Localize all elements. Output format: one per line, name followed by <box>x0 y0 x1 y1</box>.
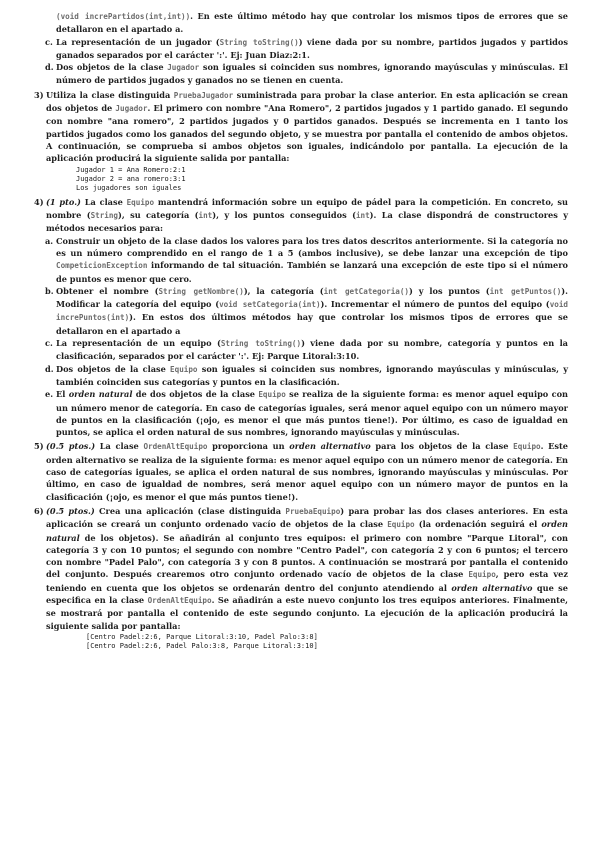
italic-term: orden natural <box>68 389 133 400</box>
code-span: Equipo <box>468 570 496 580</box>
italic-term: orden alternativo <box>451 582 533 593</box>
intro-paragraph <box>34 10 568 36</box>
item-marker: d. <box>45 62 54 73</box>
text: Utiliza la clase distinguida <box>46 89 174 100</box>
italic-term: orden natural <box>46 519 569 543</box>
text: Dos objetos de la clase <box>56 363 171 374</box>
text: ). Modificar la categoría del equipo ( <box>56 285 569 310</box>
code-span: PruebaEquipo <box>285 506 341 516</box>
text: Construir un objeto de la clase dados los valores para los tres datos descritos anteriormente. Si la categoría no es un número comprendido en el rango de 1 a 5 (ambos inclusive), se debe lanzar una excepción de tipo <box>56 235 568 258</box>
item-c-jugador <box>34 36 568 62</box>
item-d-jugador <box>34 61 568 87</box>
code-span: Jugador <box>115 104 148 114</box>
output-line: Los jugadores son iguales <box>76 184 182 193</box>
output-line: Jugador 1 = Ana Romero:2:1 <box>76 165 186 174</box>
text: . Se añadirán a este nuevo conjunto los tres equipos anteriores. Finalmente, se mostrará por pantalla el contenido de este segundo conjunto. La ejecución de la aplicación producirá la siguiente salida por pantalla: <box>46 594 569 631</box>
code-span: Equipo <box>170 364 198 374</box>
text: , pero esta vez teniendo en cuenta que los objetos se ordenarán dentro del conjunto atendiendo al <box>46 569 568 593</box>
text: son iguales si coinciden sus nombres, ignorando mayúsculas y minúsculas. El número de partidos jugados y ganados no se tienen en cuenta. <box>56 62 568 86</box>
code-span: void increPuntos(int) <box>56 300 568 323</box>
text: ) viene dada por su nombre, categoría y puntos en la clasificación, separados por el carácter ':'. Ej: Parque Litoral:3:10. <box>56 338 568 362</box>
console-output-3 <box>34 166 568 194</box>
item-4b <box>34 285 568 337</box>
text: ) viene dada por su nombre, partidos jugados y partidos ganados separados por el carácter ':'. Ej: Juan Diaz:2:1. <box>56 36 568 60</box>
text: (la ordenación seguirá el <box>414 519 542 530</box>
item-4e <box>34 388 568 438</box>
code-span: int getPuntos() <box>489 286 562 296</box>
code-span: Jugador <box>167 63 200 73</box>
code-span: OrdenAltEquipo <box>143 442 208 452</box>
text: suministrada para probar la clase anterior. En esta aplicación se crean dos objetos de <box>46 89 569 114</box>
text: que se especifica en la clase <box>46 582 568 605</box>
item-marker: b. <box>45 285 54 296</box>
code-span: String toString() <box>219 37 299 47</box>
text: se realiza de la siguiente forma: es menor aquel equipo con un número menor de categoría. En caso de categorías iguales, será menor aquel equipo con un número mayor de puntos en la clasificación (¡ojo, es menor el que más puntos tiene!). Por último, es caso de igualdad en puntos, se aplica el orden natural de sus nombres, ignorando mayúsculas y minúsculas. <box>56 389 569 438</box>
output-line: [Centro Padel:2:6, Padel Palo:3:8, Parque Litoral:3:10] <box>86 642 318 651</box>
text: La clase <box>95 441 144 452</box>
text: para los objetos de la clase <box>370 441 514 452</box>
points-label: (1 pto.) <box>46 196 81 207</box>
text: ) y los puntos ( <box>408 285 490 296</box>
code-span: Equipo <box>126 197 155 207</box>
intro-text: . En este último método hay que controlar los mismos tipos de errores que se detallaron en el apartado a. <box>56 11 569 35</box>
text: son iguales si coinciden sus nombres, ignorando mayúsculas y minúsculas, y también coinciden sus categorías y puntos en la clasificación. <box>56 363 568 387</box>
text: Dos objetos de la clase <box>56 62 168 73</box>
code-span: String toString() <box>220 339 302 349</box>
text: Obtener el nombre ( <box>56 285 159 296</box>
text: . El primero con nombre "Ana Romero", 2 partidos jugados y 1 partido ganado. El segundo con nombre "ana romero", 2 partidos jugados y 0 partidos ganados. Después se incrementa en 1 tanto los partidos jugados como los ganados del segundo objeto, y se muestra por pantalla el contenido de ambos objetos. A continuación, se comprueba si ambos objetos son iguales, indicándolo por pantalla. La ejecución de la aplicación producirá la siguiente salida por pantalla: <box>46 103 568 164</box>
text: ), su categoría ( <box>118 210 199 221</box>
section-4 <box>34 196 568 235</box>
code-span: OrdenAltEquipo <box>147 595 212 605</box>
code-span: int <box>355 211 370 221</box>
code-span: void setCategoria(int) <box>219 300 321 310</box>
text: ). Incrementar el número de puntos del equipo ( <box>320 299 550 310</box>
code-span: int <box>198 211 213 221</box>
text: ). La clase dispondrá de constructores y métodos necesarios para: <box>46 210 568 234</box>
text: mantendrá información sobre un equipo de pádel para la competición. En concreto, su nombre ( <box>46 196 568 221</box>
item-4a <box>34 235 568 285</box>
text: La representación de un jugador ( <box>56 36 220 47</box>
text: Crea una aplicación (clase distinguida <box>94 505 286 516</box>
code-span: Equipo <box>258 390 286 400</box>
item-4c <box>34 337 568 363</box>
text: La clase <box>80 196 127 207</box>
section-6 <box>34 505 568 632</box>
section-number: 4) <box>34 196 44 207</box>
text: de los objetos). Se añadirán al conjunto tres equipos: el primero con nombre "Parque Litoral", con categoría 3 y con 10 puntos; el segundo con nombre "Centro Padel", con categoría 2 y con 6 puntos; el tercero con nombre "Padel Palo", con categoría 3 y con 8 puntos. A continuación se mostrará por pantalla el contenido del conjunto. Después crearemos otro conjunto ordenado vacío de objetos de la clase <box>46 532 568 580</box>
text: El <box>56 389 69 400</box>
text: proporciona un <box>207 441 290 452</box>
text: ) para probar las dos clases anteriores. En esta aplicación se creará un conjunto ordenado vacío de objetos de la clase <box>46 505 568 530</box>
item-marker: d. <box>45 363 54 374</box>
item-marker: c. <box>45 338 53 349</box>
console-output-6 <box>34 633 568 652</box>
text: ), y los puntos conseguidos ( <box>212 210 356 221</box>
item-marker: c. <box>45 36 53 47</box>
code-span: PruebaJugador <box>173 90 234 100</box>
text: ), la categoría ( <box>243 285 324 296</box>
text: informando de tal situación. También se lanzará una excepción de este tipo si el número de puntos es menor que cero. <box>56 260 568 284</box>
text: de dos objetos de la clase <box>132 389 259 400</box>
item-4d <box>34 363 568 389</box>
section-3 <box>34 89 568 165</box>
code-span: Equipo <box>387 520 415 530</box>
item-marker: a. <box>45 235 54 246</box>
text: . Este orden alternativo se realiza de la siguiente forma: es menor aquel equipo con un número menor de categoría. En caso de categorías iguales, se aplica el orden natural de sus nombres, ignorando mayúsculas y minúsculas. Por último, en caso de igualdad de nombres, será menor aquel equipo con un número mayor de puntos en la clasificación (¡ojo, es menor el que más puntos tiene!). <box>46 441 568 502</box>
item-marker: e. <box>45 389 54 400</box>
section-5 <box>34 440 568 502</box>
section-number: 3) <box>34 89 44 100</box>
code-span: int getCategoria() <box>323 286 409 296</box>
text: ). En estos dos últimos métodos hay que controlar los mismos tipos de errores que se detallaron en el apartado a <box>56 312 568 336</box>
code-span: String <box>90 211 119 221</box>
code-span: CompeticionException <box>56 261 148 271</box>
code-span: String getNombre() <box>158 286 244 296</box>
code-span: Equipo <box>513 442 541 452</box>
output-line: [Centro Padel:2:6, Parque Litoral:3:10, Padel Palo:3:8] <box>86 632 318 641</box>
section-number: 6) <box>34 505 44 516</box>
points-label: (0.5 ptos.) <box>46 505 95 516</box>
text: La representación de un equipo ( <box>56 338 221 349</box>
output-line: Jugador 2 = ana romero:3:1 <box>76 174 186 183</box>
italic-term: orden alternativo <box>289 441 371 452</box>
method-signature: (void increPartidos(int,int)) <box>56 12 191 21</box>
points-label: (0.5 ptos.) <box>46 441 96 452</box>
section-number: 5) <box>34 441 44 452</box>
